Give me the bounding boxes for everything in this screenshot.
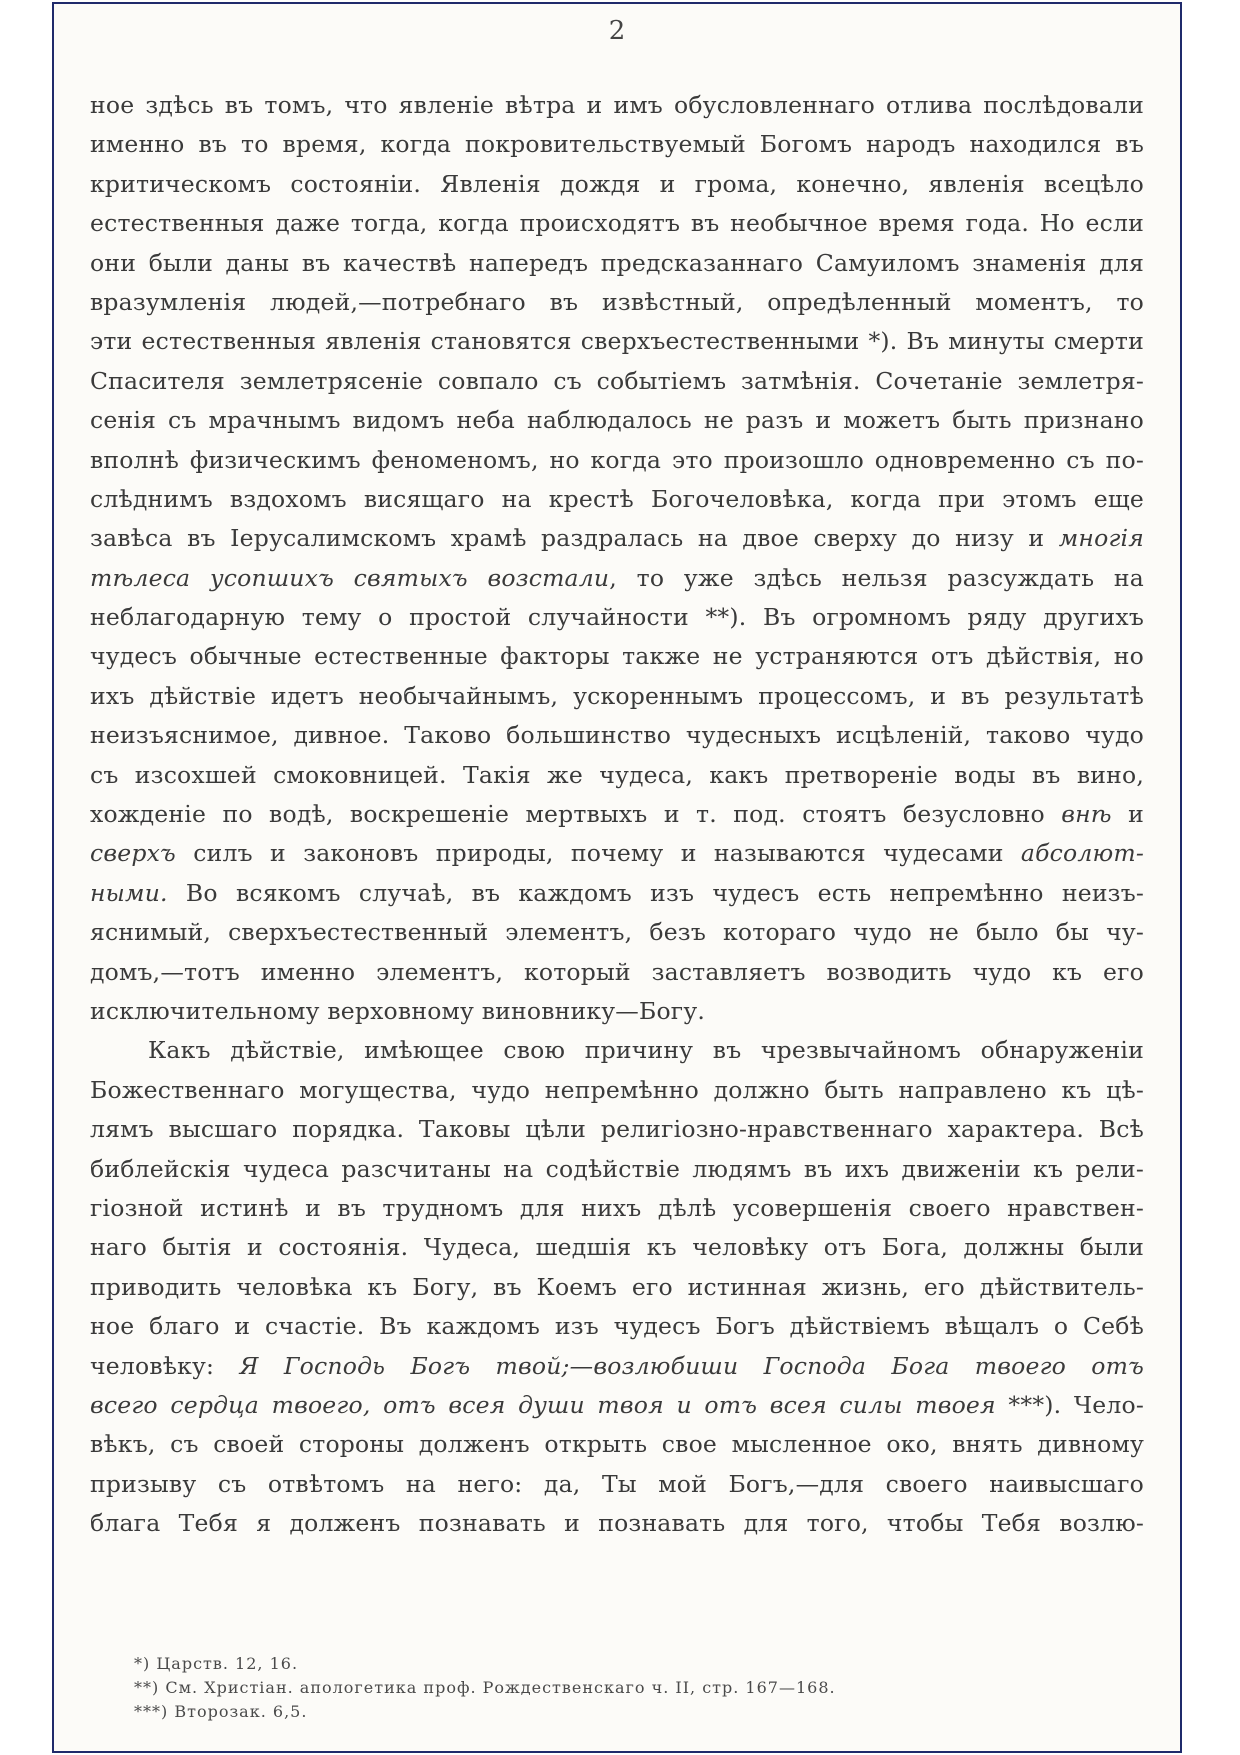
text-line: наго бытія и состоянія. Чудеса, шедшія къ человѣку отъ Бога, должны были — [90, 1233, 1144, 1262]
footnote: *) Царств. 12, 16. — [134, 1654, 299, 1673]
text-line: призыву съ отвѣтомъ на него: да, Ты мой Богъ,—для своего наивысшаго — [90, 1469, 1144, 1498]
page-number: 2 — [608, 16, 626, 46]
text-line: приводить человѣка къ Богу, въ Коемъ его истинная жизнь, его дѣйствитель- — [90, 1272, 1144, 1301]
text-span: человѣку: — [90, 1351, 215, 1380]
text-line: критическомъ состояніи. Явленія дождя и грома, конечно, явленія всецѣло — [90, 169, 1144, 198]
text-line: эти естественныя явленія становятся сверхъестественными *). Въ минуты смерти — [90, 327, 1144, 356]
text-line: гіозной истинѣ и въ трудномъ для нихъ дѣлѣ усовершенія своего нравствен- — [90, 1193, 1144, 1222]
text-line: сенія съ мрачнымъ видомъ неба наблюдалось не разъ и можетъ быть признано — [90, 406, 1144, 435]
italic-span: внѣ — [1061, 800, 1112, 829]
footnote: ***) Второзак. 6,5. — [134, 1702, 308, 1721]
italic-span: сверхъ — [90, 839, 176, 868]
text-line: съ изсохшей смоковницей. Такія же чудеса, какъ претвореніе воды въ вино, — [90, 760, 1144, 789]
italic-span: многія — [1058, 524, 1144, 553]
italic-span: всего сердца твоего, отъ всея души твоя и отъ всея силы твоея — [90, 1390, 996, 1419]
text-line: именно въ то время, когда покровительствуемый Богомъ народъ находился въ — [90, 130, 1144, 159]
text-span: завѣса въ Іерусалимскомъ храмѣ раздралась на двое сверху до низу и — [90, 524, 1045, 553]
text-line: они были даны въ качествѣ напередъ предсказаннаго Самуиломъ знаменія для — [90, 248, 1144, 277]
text-span: , то уже здѣсь нельзя разсуждать на — [609, 563, 1144, 592]
text-line: неблагодарную тему о простой случайности **). Въ огромномъ ряду другихъ — [90, 603, 1144, 632]
text-line: чудесъ обычные естественные факторы также не устраняются отъ дѣйствія, но — [90, 642, 1144, 671]
text-line: блага Тебя я долженъ познавать и познавать для того, чтобы Тебя возлю- — [90, 1509, 1144, 1538]
footnote: **) См. Христіан. апологетика проф. Рождественскаго ч. II, стр. 167—168. — [134, 1678, 836, 1697]
text-span: Во всякомъ случаѣ, въ каждомъ изъ чудесъ есть непремѣнно неизъ- — [167, 878, 1144, 907]
text-line — [90, 519, 1144, 558]
footnotes — [134, 1652, 836, 1724]
text-line: естественныя даже тогда, когда происходятъ въ необычное время года. Но если — [90, 209, 1144, 238]
text-span: хожденіе по водѣ, воскрешеніе мертвыхъ и т. под. стоятъ безусловно — [90, 800, 1045, 829]
text-line: домъ,—тотъ именно элементъ, который заставляетъ возводить чудо къ его — [90, 957, 1144, 986]
italic-span: ными. — [90, 878, 168, 907]
text-span: силъ и законовъ природы, почему и называются чудесами — [193, 839, 1004, 868]
text-line — [90, 795, 1144, 834]
text-line: неизъяснимое, дивное. Таково большинство чудесныхъ исцѣленій, таково чудо — [90, 721, 1144, 750]
text-line: ихъ дѣйствіе идетъ необычайнымъ, ускореннымъ процессомъ, и въ результатѣ — [90, 681, 1144, 710]
text-line: слѣднимъ вздохомъ висящаго на крестѣ Богочеловѣка, когда при этомъ еще — [90, 484, 1144, 513]
text-line — [90, 1386, 1144, 1425]
italic-span: абсолют- — [1020, 839, 1144, 868]
text-line: яснимый, сверхъестественный элементъ, безъ котораго чудо не было бы чу- — [90, 918, 1144, 947]
text-line: Какъ дѣйствіе, имѣющее свою причину въ чрезвычайномъ обнаруженіи — [148, 1036, 1144, 1065]
italic-span: тѣлеса усопшихъ святыхъ возстали — [90, 563, 610, 592]
text-line — [90, 834, 1144, 873]
text-span: ***). Чело- — [995, 1390, 1144, 1419]
text-line — [90, 874, 1144, 913]
text-span: и — [1128, 800, 1144, 829]
text-line: вразумленія людей,—потребнаго въ извѣстный, опредѣленный моментъ, то — [90, 287, 1144, 316]
text-line — [90, 1347, 1144, 1386]
text-line: вполнѣ физическимъ феноменомъ, но когда это произошло одновременно съ по- — [90, 445, 1144, 474]
text-line: вѣкъ, съ своей стороны долженъ открыть свое мысленное око, внять дивному — [90, 1430, 1144, 1459]
page-frame — [52, 2, 1182, 1753]
text-line: ное благо и счастіе. Въ каждомъ изъ чудесъ Богъ дѣйствіемъ вѣщалъ о Себѣ — [90, 1312, 1144, 1341]
text-line: библейскія чудеса разсчитаны на содѣйствіе людямъ въ ихъ движеніи къ рели- — [90, 1154, 1144, 1183]
text-line: Спасителя землетрясеніе совпало съ событіемъ затмѣнія. Сочетаніе землетря- — [90, 366, 1144, 395]
text-line — [90, 559, 1144, 598]
text-line: исключительному верховному виновнику—Богу. — [90, 996, 706, 1025]
body-text — [90, 86, 1144, 1543]
text-line: Божественнаго могущества, чудо непремѣнно должно быть направлено къ цѣ- — [90, 1075, 1144, 1104]
text-line: ное здѣсь въ томъ, что явленіе вѣтра и имъ обусловленнаго отлива послѣдовали — [90, 91, 1144, 119]
italic-span: Я Господь Богъ твой;—возлюбиши Господа Бога твоего отъ — [239, 1351, 1144, 1380]
text-line: лямъ высшаго порядка. Таковы цѣли религіозно-нравственнаго характера. Всѣ — [90, 1115, 1144, 1144]
